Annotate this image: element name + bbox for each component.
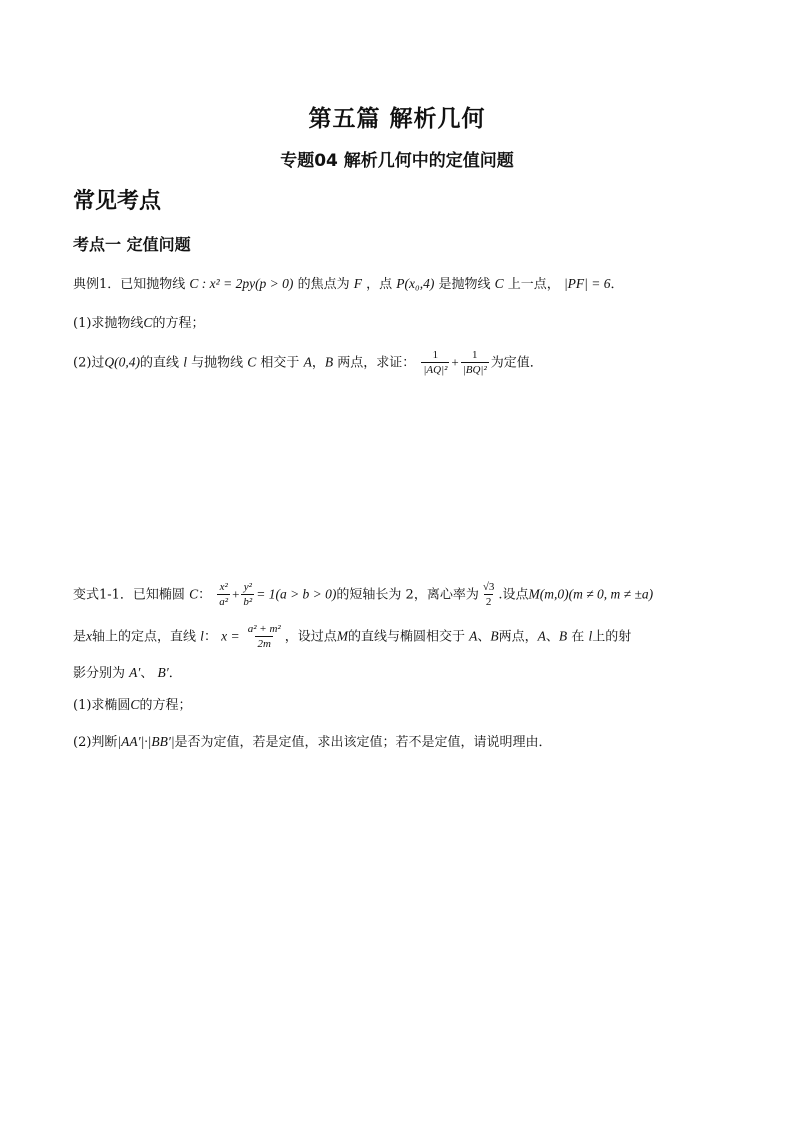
variant1-statement-line3: 影分别为 A′、 B′．: [73, 665, 182, 681]
point-q: Q(0,4): [104, 354, 141, 370]
fraction-denominator: |BQ|²: [462, 364, 487, 376]
variant1-text: 轴上的定点，直线: [92, 629, 197, 645]
question-text: 为定值．: [490, 355, 543, 371]
fraction-bq: [461, 350, 489, 376]
question-text: 是否为定值，若是定值，求出该定值；若不是定值，请说明理由．: [174, 735, 552, 750]
fraction-denominator: 2: [485, 596, 492, 608]
question-text: 两点，求证：: [337, 355, 416, 371]
variant1-text: ，设过点: [284, 629, 337, 645]
variant1-text: 两点，: [498, 629, 538, 645]
question-text: (2)判断: [73, 735, 118, 750]
variant1-label: 变式1-1．已知椭圆: [73, 587, 185, 603]
question-text: 相交于: [260, 355, 300, 371]
variant1-text: ．: [168, 666, 182, 681]
line-l: l: [183, 354, 187, 370]
point-m: M(m,0)(m ≠ 0, m ≠ ±a): [528, 586, 654, 602]
document-title: 第五篇 解析几何: [308, 106, 486, 132]
question-text: ，: [311, 355, 325, 371]
point-a: A: [303, 354, 312, 370]
parabola-equation: C : x² = 2py(p > 0): [189, 276, 294, 291]
point-b: B: [324, 354, 334, 370]
example1-text: ，点: [366, 277, 393, 292]
fraction-aq: [421, 350, 449, 376]
curve-name: C: [494, 276, 504, 291]
example1-text: 的焦点为: [297, 277, 350, 292]
example1-question1: [73, 313, 204, 334]
variant1-text: 是: [73, 629, 87, 645]
variant1-text: ：: [203, 629, 217, 645]
projection-a: A′: [129, 665, 141, 680]
variant1-text: 的短轴长为 2，离心率为: [336, 587, 479, 603]
variant1-text: 的直线与椭圆相交于: [347, 629, 465, 645]
distance-condition: |PF| = 6: [563, 276, 611, 291]
question-text: 的方程；: [139, 698, 192, 713]
fraction-denominator: a²: [219, 596, 229, 608]
variant1-question1: [73, 695, 191, 716]
question-text: (2)过: [73, 355, 105, 371]
question-text: 的直线: [140, 355, 180, 371]
variant1-text: 在: [571, 629, 585, 645]
question-text: 与抛物线: [191, 355, 244, 371]
axis-x: x: [86, 628, 93, 644]
curve-name: C: [130, 697, 140, 712]
example1-question2: (2)过Q(0,4)的直线 l 与抛物线 C 相交于 A，B 两点，求证： $\frac{1}{\text{|AQ|²}}$ + $\frac{1}{\text{|BQ|²}}$ 为定值．: [73, 349, 543, 376]
question-text: (1)求椭圆: [73, 698, 131, 713]
fraction-numerator: x²: [219, 581, 228, 593]
fraction-numerator: 1: [432, 349, 439, 361]
variant1-statement-line1: 变式1-1．已知椭圆 C： $\frac{\text{x²}}{\text{a²}}$ + $\frac{\text{y²}}{\text{b²}}$ = 1(a > b > 0)的短轴长为 2，离心率为 $\frac{√3}{2}$ .设点M(m,0)(m ≠ 0, m ≠ ±a): [73, 581, 654, 608]
document-subtitle: 专题04 解析几何中的定值问题: [280, 151, 514, 171]
curve-name: C: [189, 586, 199, 602]
ellipse-rhs: = 1(a > b > 0): [256, 586, 337, 602]
ellipse-x-term: [217, 582, 230, 608]
line-equation-fraction: [246, 624, 283, 650]
fraction-denominator: |AQ|²: [423, 364, 448, 376]
example1-text: 是抛物线: [438, 277, 491, 292]
fraction-denominator: b²: [243, 596, 253, 608]
product-expression: |AA′|·|BB′|: [117, 734, 175, 749]
question-text: (1)求抛物线: [73, 316, 144, 331]
example1-text: 上一点，: [507, 277, 560, 292]
fraction-numerator: a² + m²: [247, 623, 281, 635]
line-equation-lhs: x =: [221, 628, 240, 644]
variant1-text: .设点: [498, 587, 529, 603]
line-l: l: [200, 628, 204, 644]
projection-b: B′: [157, 665, 169, 680]
point-p: P(x₀,4): [396, 276, 435, 291]
focus-label: F: [353, 276, 362, 291]
variant1-question2: [73, 732, 552, 753]
ellipse-y-term: [241, 582, 254, 608]
variant1-text: 影分别为: [73, 666, 126, 681]
variant1-text: 上的射: [592, 629, 632, 645]
example1-label: 典例1．已知抛物线: [73, 277, 186, 292]
eccentricity-fraction: [481, 582, 497, 608]
section-heading: 常见考点: [73, 189, 162, 214]
fraction-numerator: y²: [243, 581, 252, 593]
example1-statement: 典例1．已知抛物线 C : x² = 2py(p > 0) 的焦点为 F ，点 P(x₀,4) 是抛物线 C 上一点， |PF| = 6．: [73, 276, 624, 292]
question-text: 的方程；: [152, 316, 205, 331]
fraction-numerator: √3: [482, 581, 495, 593]
fraction-numerator: 1: [472, 349, 478, 361]
curve-name: C: [143, 315, 153, 330]
curve-name: C: [247, 354, 257, 370]
fraction-denominator: 2m: [257, 638, 271, 650]
point-heading: 考点一 定值问题: [73, 235, 191, 254]
variant1-statement-line2: 是x轴上的定点，直线 l： x = $\frac{\text{a² + m²}}{2m}$ ，设过点M的直线与椭圆相交于 A、B两点，A、B 在 l上的射: [73, 623, 632, 650]
